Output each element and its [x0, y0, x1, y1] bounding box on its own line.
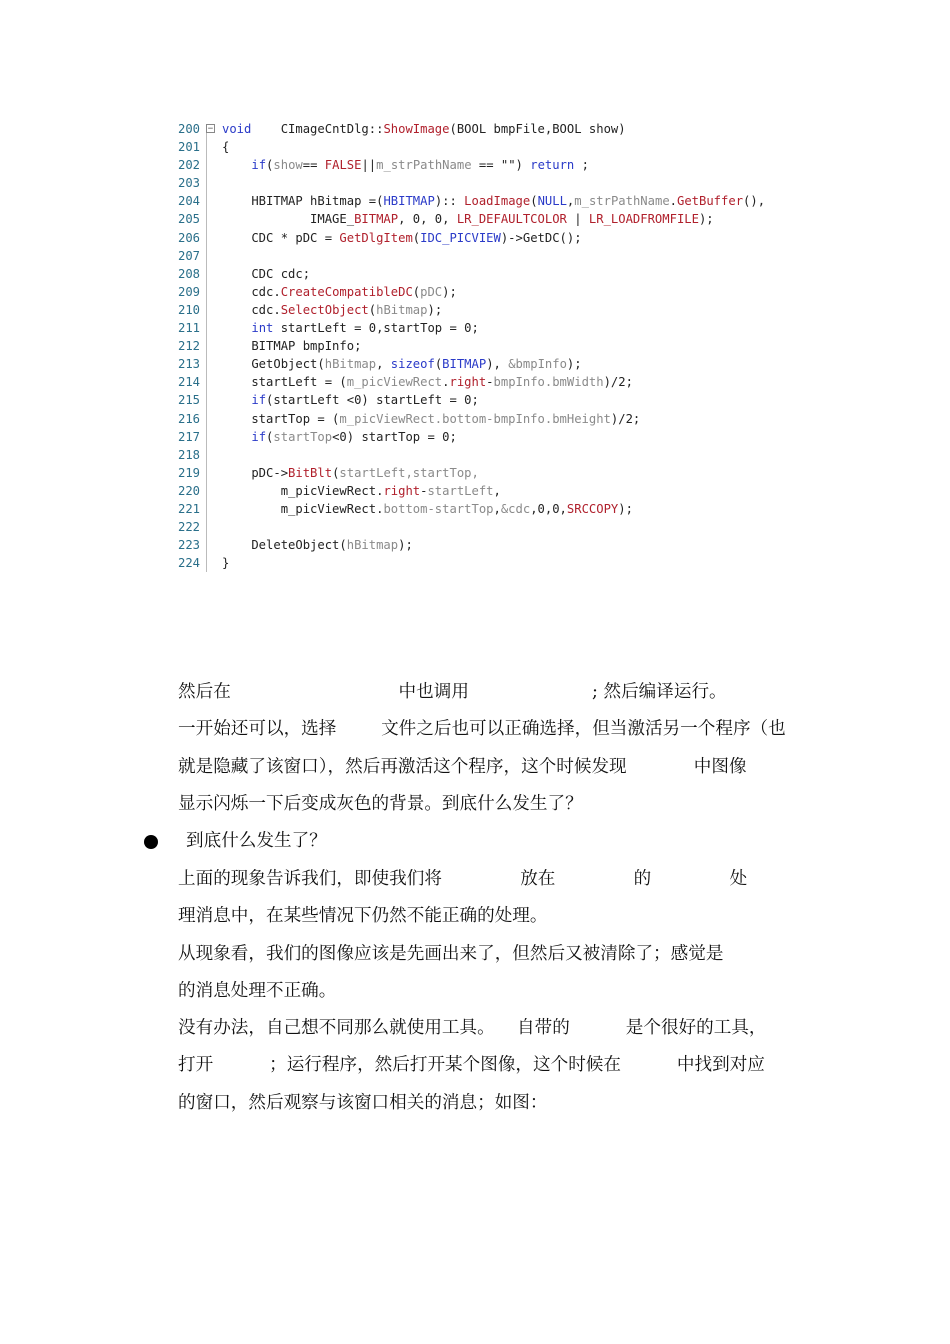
code-line	[178, 410, 641, 428]
code-line	[178, 391, 479, 409]
code-text: if(startLeft <0) startLeft = 0;	[251, 393, 479, 408]
bullet-icon	[144, 835, 158, 849]
line-number: 216	[178, 411, 201, 426]
code-text: }	[222, 556, 230, 571]
code-gutter	[206, 132, 213, 572]
code-line	[178, 156, 589, 174]
code-line	[178, 337, 362, 355]
line-number: 206	[178, 230, 201, 245]
text-line: 理消息中，在某些情况下仍然不能正确的处理。	[178, 906, 548, 927]
code-text: m_picViewRect.right-startLeft,	[222, 483, 501, 498]
code-text: BITMAP bmpInfo;	[222, 339, 362, 354]
code-line	[178, 283, 457, 301]
line-number: 211	[178, 321, 201, 336]
line-number: 221	[178, 501, 201, 516]
code-text: void CImageCntDlg::ShowImage(BOOL bmpFile,BOOL show)	[222, 122, 626, 136]
text-line: 就是隐藏了该窗口），然后再激活这个程序，这个时候发现 中图像	[178, 756, 747, 777]
line-number: 210	[178, 302, 201, 317]
text-line: 的消息处理不正确。	[178, 980, 337, 1001]
text-line: 一开始还可以，选择 文件之后也可以正确选择，但当激活另一个程序（也	[178, 719, 786, 740]
text-line: 打开 ；运行程序，然后打开某个图像，这个时候在 中找到对应	[178, 1055, 765, 1076]
line-number: 205	[178, 212, 201, 227]
code-text: cdc.SelectObject(hBitmap);	[222, 302, 443, 317]
code-line	[178, 428, 457, 446]
code-text: DeleteObject(hBitmap);	[222, 538, 413, 553]
code-line	[178, 536, 413, 554]
text-line: 显示闪烁一下后变成灰色的背景。到底什么发生了？	[178, 793, 583, 814]
code-line	[178, 518, 205, 536]
code-line	[178, 192, 766, 210]
code-text: IMAGE_BITMAP, 0, 0, LR_DEFAULTCOLOR | LR_LOADFROMFILE);	[222, 212, 714, 227]
paragraph-2	[178, 861, 808, 1122]
code-text: if(startTop<0) startTop = 0;	[251, 429, 457, 444]
code-text: {	[222, 140, 230, 155]
line-number: 218	[178, 447, 201, 462]
line-number: 213	[178, 357, 201, 372]
code-line	[178, 265, 311, 283]
code-line	[178, 355, 582, 373]
code-line	[178, 120, 626, 138]
line-number: 200	[178, 122, 201, 136]
line-number: 217	[178, 429, 201, 444]
code-text: GetObject(hBitmap, sizeof(BITMAP), &bmpInfo);	[222, 357, 582, 372]
code-line	[178, 247, 205, 265]
code-line	[178, 446, 205, 464]
code-text: cdc.CreateCompatibleDC(pDC);	[222, 284, 457, 299]
line-number: 223	[178, 538, 201, 553]
bullet-heading	[186, 823, 816, 860]
fold-toggle-icon[interactable]: −	[207, 124, 214, 134]
line-number: 212	[178, 339, 201, 354]
code-text: m_picViewRect.bottom-startTop,&cdc,0,0,SRCCOPY);	[222, 501, 633, 516]
code-line	[178, 210, 714, 228]
line-number: 208	[178, 266, 201, 281]
code-line	[178, 482, 501, 500]
text-line: 从现象看，我们的图像应该是先画出来了，但然后又被清除了；感觉是	[178, 943, 724, 964]
line-number: 224	[178, 556, 201, 571]
bullet-text: 到底什么发生了？	[186, 831, 327, 851]
line-number: 214	[178, 375, 201, 390]
code-line	[178, 301, 443, 319]
line-number: 222	[178, 520, 201, 535]
code-text: HBITMAP hBitmap =(HBITMAP):: LoadImage(NULL,m_strPathName.GetBuffer(),	[222, 194, 766, 209]
code-text: startLeft = (m_picViewRect.right-bmpInfo.bmWidth)/2;	[222, 375, 633, 390]
code-listing	[178, 120, 766, 572]
code-text: CDC * pDC = GetDlgItem(IDC_PICVIEW)->GetDC();	[222, 230, 582, 245]
line-number: 220	[178, 483, 201, 498]
code-line	[178, 174, 205, 192]
line-number: 207	[178, 248, 201, 263]
text-line: 然后在 中也调用 ; 然后编译运行。	[178, 682, 727, 702]
text-line: 没有办法，自己想不同那么就使用工具。 自带的 是个很好的工具，	[178, 1018, 767, 1039]
code-text: startTop = (m_picViewRect.bottom-bmpInfo.bmHeight)/2;	[222, 411, 641, 426]
code-text: pDC->BitBlt(startLeft,startTop,	[222, 465, 479, 480]
text-line: 上面的现象告诉我们，即使我们将 放在 的 处	[178, 869, 748, 889]
paragraph-1	[178, 674, 808, 823]
code-text: if(show== FALSE||m_strPathName == "") return ;	[251, 158, 589, 173]
line-number: 201	[178, 140, 201, 155]
code-text: CDC cdc;	[222, 266, 311, 281]
code-line	[178, 373, 633, 391]
text-line: 的窗口，然后观察与该窗口相关的消息；如图：	[178, 1092, 548, 1113]
code-line	[178, 554, 230, 572]
line-number: 215	[178, 393, 201, 408]
line-number: 202	[178, 158, 201, 173]
code-line	[178, 319, 479, 337]
code-line	[178, 464, 479, 482]
line-number: 209	[178, 284, 201, 299]
line-number: 203	[178, 176, 201, 191]
code-line	[178, 500, 633, 518]
line-number: 219	[178, 465, 201, 480]
line-number: 204	[178, 194, 201, 209]
code-line	[178, 229, 582, 247]
code-text: int startLeft = 0,startTop = 0;	[251, 321, 479, 336]
code-line	[178, 138, 230, 156]
